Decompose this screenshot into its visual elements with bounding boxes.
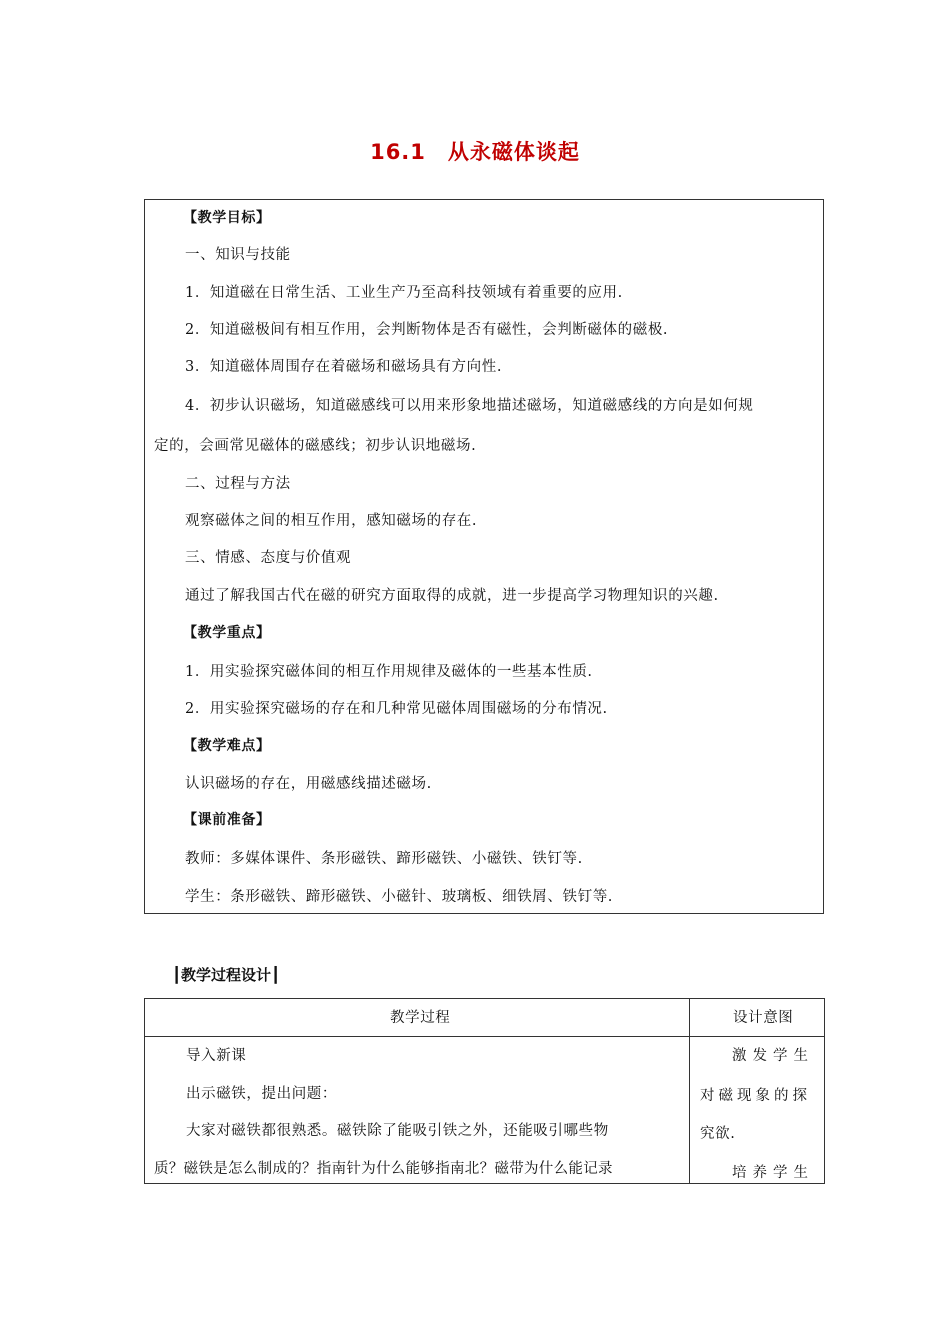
title-text: 从永磁体谈起 xyxy=(447,140,580,164)
process-line-4: 质？磁铁是怎么制成的？指南针为什么能够指南北？磁带为什么能记录 xyxy=(154,1161,613,1177)
objective-item-2: 2．知道磁极间有相互作用，会判断物体是否有磁性，会判断磁体的磁极. xyxy=(185,322,669,338)
table-column-divider xyxy=(689,998,690,1184)
preparation-teacher: 教师：多媒体课件、条形磁铁、蹄形磁铁、小磁铁、铁钉等. xyxy=(185,851,583,867)
difficulties-heading: 【教学难点】 xyxy=(183,738,271,754)
design-section-title: ┃教学过程设计┃ xyxy=(172,966,281,984)
objective-item-4b: 定的，会画常见磁体的磁感线；初步认识地磁场. xyxy=(154,438,477,454)
process-line-1: 导入新课 xyxy=(186,1048,247,1064)
intent-line-2: 对磁现象的探 xyxy=(700,1088,811,1104)
title-number: 16.1 xyxy=(370,140,426,164)
objective-item-4a: 4．初步认识磁场，知道磁感线可以用来形象地描述磁场，知道磁感线的方向是如何规 xyxy=(185,398,754,414)
keypoints-heading: 【教学重点】 xyxy=(183,625,271,641)
keypoint-item-2: 2．用实验探究磁场的存在和几种常见磁体周围磁场的分布情况. xyxy=(185,701,608,717)
objectives-section-process: 二、过程与方法 xyxy=(185,476,291,492)
intent-line-1: 激发学生 xyxy=(732,1048,814,1064)
objectives-process-text: 观察磁体之间的相互作用，感知磁场的存在. xyxy=(185,513,478,529)
objective-item-1: 1．知道磁在日常生活、工业生产乃至高科技领域有着重要的应用. xyxy=(185,285,623,301)
process-line-3: 大家对磁铁都很熟悉。磁铁除了能吸引铁之外，还能吸引哪些物 xyxy=(186,1123,609,1139)
page-title xyxy=(0,136,950,166)
difficulties-text: 认识磁场的存在，用磁感线描述磁场. xyxy=(185,776,432,792)
intent-line-3: 究欲. xyxy=(700,1126,736,1142)
objectives-heading: 【教学目标】 xyxy=(183,210,271,226)
intent-line-4: 培养学生 xyxy=(732,1165,814,1181)
preparation-student: 学生：条形磁铁、蹄形磁铁、小磁针、玻璃板、细铁屑、铁钉等. xyxy=(185,889,614,905)
keypoint-item-1: 1．用实验探究磁体间的相互作用规律及磁体的一些基本性质. xyxy=(185,664,593,680)
objective-item-3: 3．知道磁体周围存在着磁场和磁场具有方向性. xyxy=(185,359,503,375)
preparation-heading: 【课前准备】 xyxy=(183,812,271,828)
table-header-intent: 设计意图 xyxy=(733,1010,794,1026)
table-header-process: 教学过程 xyxy=(390,1010,451,1026)
objectives-attitude-text: 通过了解我国古代在磁的研究方面取得的成就，进一步提高学习物理知识的兴趣. xyxy=(185,588,719,604)
objectives-section-knowledge: 一、知识与技能 xyxy=(185,247,291,263)
process-line-2: 出示磁铁，提出问题： xyxy=(186,1086,337,1102)
objectives-section-attitude: 三、情感、态度与价值观 xyxy=(185,550,352,566)
table-header-divider xyxy=(144,1036,825,1037)
